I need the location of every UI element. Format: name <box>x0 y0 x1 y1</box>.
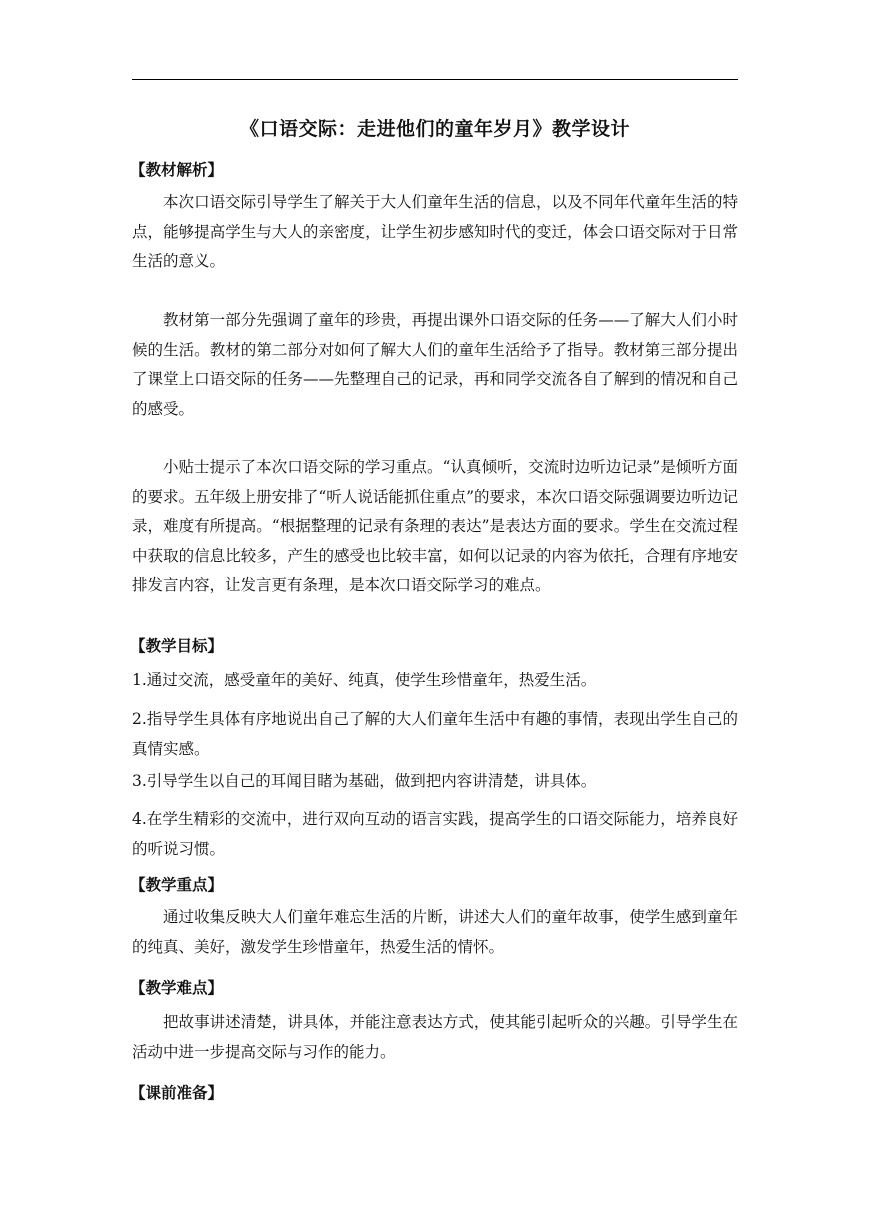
goal-item-3: 3.引导学生以自己的耳闻目睹为基础，做到把内容讲清楚，讲具体。 <box>132 772 597 790</box>
analysis-paragraph-2: 教材第一部分先强调了童年的珍贵，再提出课外口语交际的任务——了解大人们小时候的生活。教材的第二部分对如何了解大人们的童年生活给予了指导。教材第三部分提出了课堂上口语交际的任务——先整理自己的记录，再和同学交流各自了解到的情况和自己的感受。 <box>132 311 738 418</box>
key-points-paragraph: 通过收集反映大人们童年难忘生活的片断，讲述大人们的童年故事，使学生感到童年的纯真、美好，激发学生珍惜童年，热爱生活的情怀。 <box>132 908 738 956</box>
section-heading-goals: 【教学目标】 <box>130 636 224 655</box>
header-rule <box>132 79 738 80</box>
goal-item-2: 2.指导学生具体有序地说出自己了解的大人们童年生活中有趣的事情，表现出学生自己的真情实感。 <box>132 710 738 758</box>
goal-item-1: 1.通过交流，感受童年的美好、纯真，使学生珍惜童年，热爱生活。 <box>132 671 597 689</box>
section-heading-analysis: 【教材解析】 <box>130 160 224 179</box>
section-heading-preparation: 【课前准备】 <box>130 1083 224 1102</box>
analysis-paragraph-1: 本次口语交际引导学生了解关于大人们童年生活的信息，以及不同年代童年生活的特点，能够提高学生与大人的亲密度，让学生初步感知时代的变迁，体会口语交际对于日常生活的意义。 <box>132 193 738 270</box>
difficulties-paragraph: 把故事讲述清楚，讲具体，并能注意表达方式，使其能引起听众的兴趣。引导学生在活动中进一步提高交际与习作的能力。 <box>132 1013 738 1061</box>
document-title: 《口语交际：走进他们的童年岁月》教学设计 <box>239 118 630 140</box>
goal-item-4: 4.在学生精彩的交流中，进行双向互动的语言实践，提高学生的口语交际能力，培养良好的听说习惯。 <box>132 810 738 858</box>
section-heading-difficulties: 【教学难点】 <box>130 978 224 997</box>
section-heading-key-points: 【教学重点】 <box>130 875 224 894</box>
analysis-paragraph-3: 小贴士提示了本次口语交际的学习重点。“认真倾听，交流时边听边记录”是倾听方面的要求。五年级上册安排了“听人说话能抓住重点”的要求，本次口语交际强调要边听边记录，难度有所提高。“根据整理的记录有条理的表达”是表达方面的要求。学生在交流过程中获取的信息比较多，产生的感受也比较丰富，如何以记录的内容为依托，合理有序地安排发言内容，让发言更有条理，是本次口语交际学习的难点。 <box>132 458 738 594</box>
